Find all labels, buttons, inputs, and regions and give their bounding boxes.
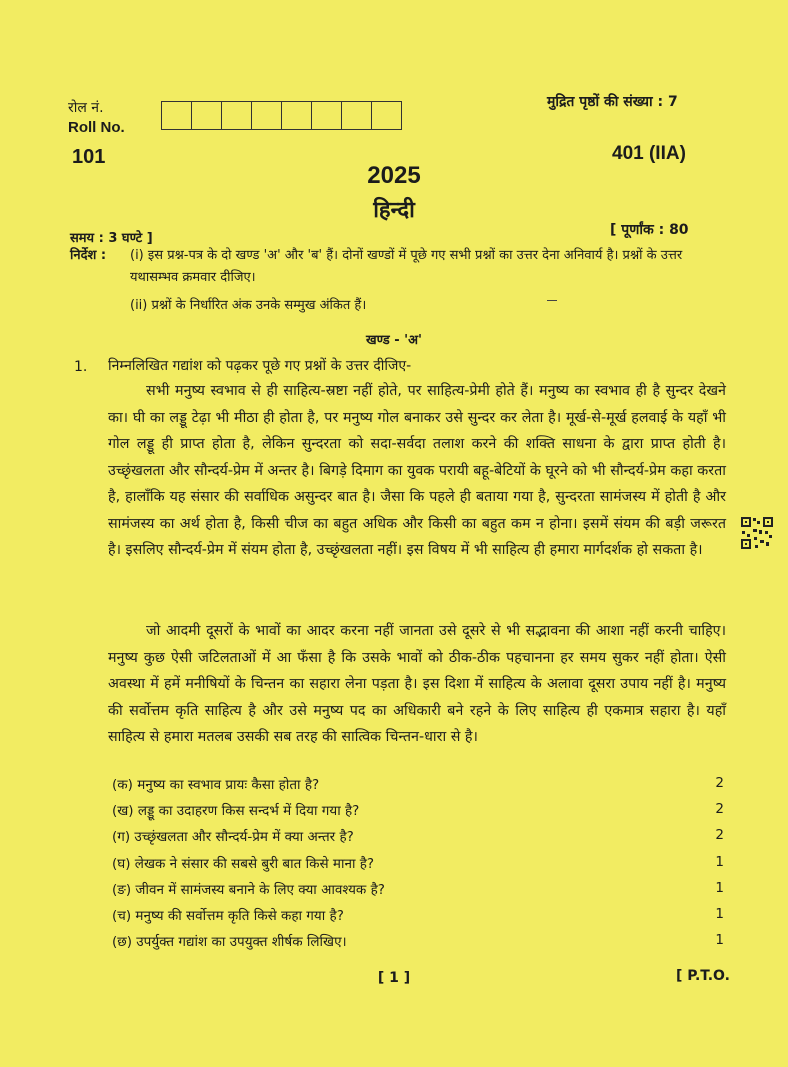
sub-question-text: (ङ) जीवन में सामंजस्य बनाने के लिए क्या आवश्यक है?	[112, 881, 385, 898]
sub-question-marks: 1	[715, 879, 724, 896]
instruction-item: (i) इस प्रश्न-पत्र के दो खण्ड 'अ' और 'ब' हैं। दोनों खण्डों में पूछे गए सभी प्रश्नों का उत्तर देना अनिवार्य है। प्रश्नों के उत्तर यथासम्भव क्रमवार दीजिए।	[130, 248, 683, 285]
stray-mark	[547, 300, 557, 301]
roll-number-label-hindi: रोल नं.	[68, 100, 104, 116]
sub-question	[112, 854, 724, 880]
instruction-item: (ii) प्रश्नों के निर्धारित अंक उनके सम्मुख अंकित हैं।	[130, 298, 367, 313]
question-title: निम्नलिखित गद्यांश को पढ़कर पूछे गए प्रश्नों के उत्तर दीजिए-	[108, 358, 412, 374]
sub-question	[112, 880, 724, 906]
sub-question-text: (क) मनुष्य का स्वभाव प्रायः कैसा होता है?	[112, 777, 320, 793]
passage-text: जो आदमी दूसरों के भावों का आदर करना नहीं जानता उसे दूसरे से भी सद्भावना की आशा नहीं करनी चाहिए। मनुष्य कुछ ऐसी जटिलताओं में आ फँसा है कि उसके भावों को ठीक-ठीक पहचानना हर समय सुकर नहीं होता। ऐसी अवस्था में हमें मनीषियों के चिन्तन का सहारा लेना पड़ता है। इस दिशा में साहित्य के अलावा दूसरा उपाय नहीं है। मनुष्य की सर्वोत्तम कृति साहित्य है और उसे मनुष्य पद का अधिकारी बने रहने के लिए साहित्य ही एकमात्र सहारा है। यहाँ साहित्य से हमारा मतलब उसकी सब तरह की सात्विक चिन्तन-धारा से है।	[108, 623, 726, 745]
roll-number-label-english: Roll No.	[68, 119, 125, 136]
sub-question-marks: 2	[715, 827, 724, 844]
roll-box[interactable]	[342, 102, 372, 129]
qr-code-icon	[740, 516, 774, 550]
sub-question	[112, 775, 724, 801]
section-title: खण्ड - 'अ'	[365, 333, 423, 348]
sub-question-text: (घ) लेखक ने संसार की सबसे बुरी बात किसे माना है?	[112, 855, 375, 872]
roll-box[interactable]	[312, 102, 342, 129]
instructions-label: निर्देश :	[70, 248, 107, 263]
roll-box[interactable]	[222, 102, 252, 129]
sub-question-list	[112, 775, 724, 958]
sub-question-text: (ग) उच्छृंखलता और सौन्दर्य-प्रेम में क्या अन्तर है?	[112, 829, 354, 846]
exam-time: समय : 3 घण्टे ]	[70, 231, 153, 246]
roll-box[interactable]	[192, 102, 222, 129]
roll-number-label	[68, 98, 125, 138]
sub-question	[112, 906, 724, 932]
sub-question-text: (ख) लड्डू का उदाहरण किस सन्दर्भ में दिया गया है?	[112, 803, 360, 820]
roll-box[interactable]	[372, 102, 401, 129]
paper-code-left: 101	[72, 146, 106, 168]
sub-question-marks: 1	[715, 932, 724, 949]
exam-year: 2025	[367, 162, 421, 189]
sub-question-marks: 1	[715, 853, 724, 870]
sub-question-marks: 2	[715, 801, 724, 818]
paper-code-right: 401 (IIA)	[612, 143, 686, 164]
max-marks: [ पूर्णांक : 80	[610, 222, 689, 238]
roll-box[interactable]	[282, 102, 312, 129]
sub-question	[112, 827, 724, 853]
roll-box[interactable]	[252, 102, 282, 129]
printed-pages-count: मुद्रित पृष्ठों की संख्या : 7	[547, 94, 678, 110]
sub-question-marks: 1	[715, 905, 724, 922]
sub-question-text: (छ) उपर्युक्त गद्यांश का उपयुक्त शीर्षक लिखिए।	[112, 934, 347, 951]
passage-paragraph-1	[108, 378, 726, 564]
subject-title: हिन्दी	[373, 198, 415, 223]
sub-question	[112, 932, 724, 958]
instructions	[70, 245, 730, 317]
question-number: 1.	[74, 359, 88, 375]
sub-question	[112, 801, 724, 827]
page-number: [ 1 ]	[377, 970, 411, 986]
sub-question-marks: 2	[715, 775, 724, 791]
passage-text: सभी मनुष्य स्वभाव से ही साहित्य-स्रष्टा नहीं होते, पर साहित्य-प्रेमी होते हैं। मनुष्य का स्वभाव ही है सुन्दर देखने का। घी का लड्डू टेढ़ा भी मीठा ही होता है, पर मनुष्य गोल बनाकर उसे सुन्दर कर लेता है। मूर्ख-से-मूर्ख हलवाई के यहाँ भी गोल लड्डू ही प्राप्त होता है, लेकिन सुन्दरता को सदा-सर्वदा तलाश करने की शक्ति साधना के द्वारा प्राप्त होती है। उच्छृंखलता और सौन्दर्य-प्रेम में अन्तर है। बिगड़े दिमाग का युवक परायी बहू-बेटियों के घूरने को भी सौन्दर्य-प्रेम कहा करता है, हालाँकि यह संसार की सर्वाधिक असुन्दर बात है। जैसा कि पहले ही बताया गया है, सुन्दरता सामंजस्य में होती है और सामंजस्य का अर्थ होता है, किसी चीज का बहुत अधिक और किसी का बहुत कम न होना। इसमें संयम की बड़ी जरूरत है। इसलिए सौन्दर्य-प्रेम में संयम होता है, उच्छृंखलता नहीं। इस विषय में भी साहित्य ही हमारा मार्गदर्शक हो सकता है।	[108, 383, 726, 558]
sub-question-text: (च) मनुष्य की सर्वोत्तम कृति किसे कहा गया है?	[112, 907, 344, 924]
roll-number-boxes[interactable]	[161, 101, 402, 130]
roll-box[interactable]	[162, 102, 192, 129]
passage-paragraph-2	[108, 618, 726, 751]
please-turn-over: [ P.T.O.	[676, 968, 730, 984]
